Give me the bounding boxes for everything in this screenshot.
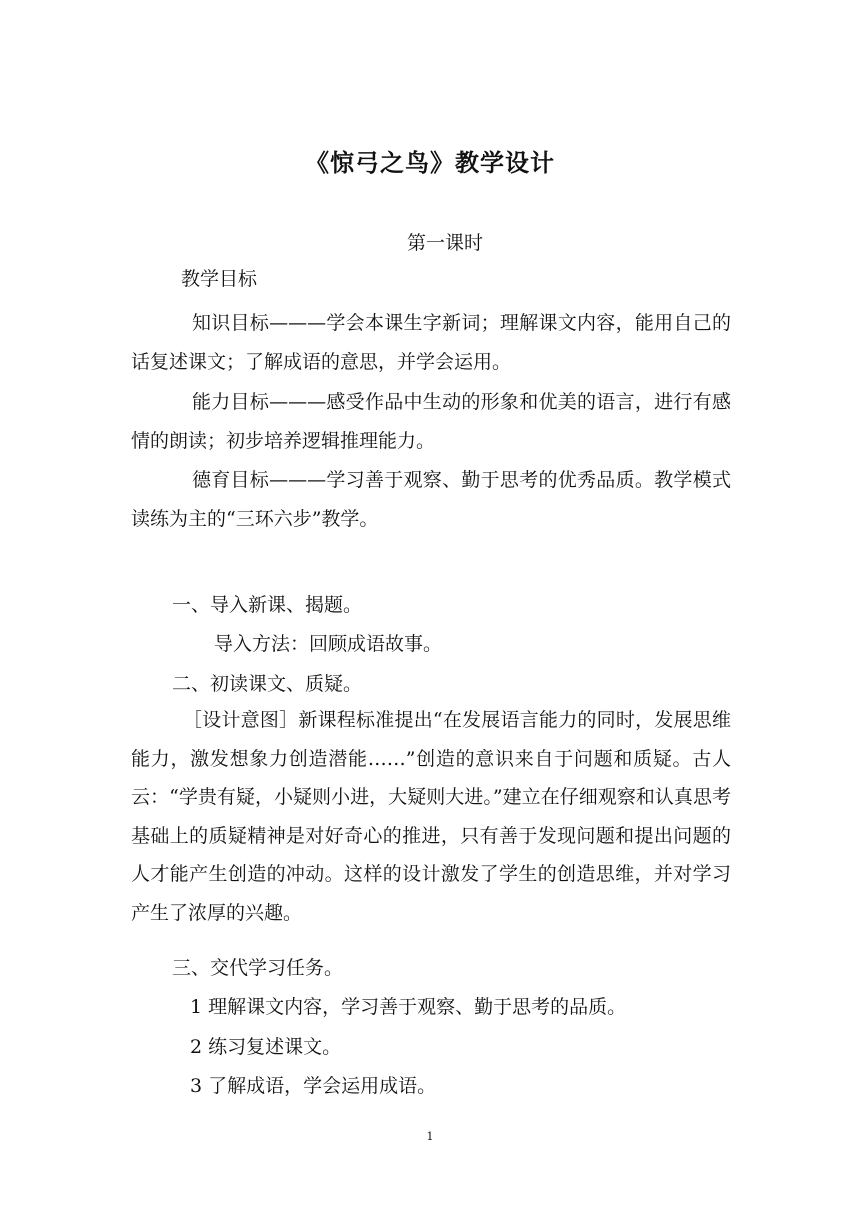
- task-item: 2 练习复述课文。: [190, 1036, 342, 1058]
- document-title: 《惊弓之鸟》教学设计: [305, 148, 555, 177]
- objective-ability: 能力目标———感受作品中生动的形象和优美的语言，进行有感情的朗读；初步培养逻辑推理能力。: [131, 391, 731, 452]
- page-number: 1: [426, 1130, 434, 1143]
- section-1-heading: 一、导入新课、揭题。: [172, 594, 363, 616]
- section-2-body: ［设计意图］新课程标准提出“在发展语言能力的同时，发展思维能力，激发想象力创造潜能……”创造的意识来自于问题和质疑。古人云：“学贵有疑，小疑则小进，大疑则大进。”建立在仔细观察和认真思考基础上的质疑精神是对好奇心的推进，只有善于发现问题和提出问题的人才能产生创造的冲动。这样的设计激发了学生的创造思维，并对学习产生了浓厚的兴趣。: [131, 709, 731, 924]
- task-item: 1 理解课文内容，学习善于观察、勤于思考的品质。: [190, 996, 627, 1018]
- section-2-heading: 二、初读课文、质疑。: [172, 673, 363, 695]
- section-1-body: 导入方法：回顾成语故事。: [214, 633, 443, 655]
- task-item: 3 了解成语，学会运用成语。: [190, 1075, 437, 1097]
- objective-knowledge: 知识目标———学会本课生字新词；理解课文内容，能用自己的话复述课文；了解成语的意思，并学会运用。: [131, 312, 731, 373]
- lesson-label: 第一课时: [406, 232, 483, 254]
- section-3-heading: 三、交代学习任务。: [172, 957, 344, 979]
- objectives-heading: 教学目标: [181, 268, 258, 290]
- objective-moral: 德育目标———学习善于观察、勤于思考的优秀品质。教学模式读练为主的“三环六步”教学。: [131, 469, 731, 530]
